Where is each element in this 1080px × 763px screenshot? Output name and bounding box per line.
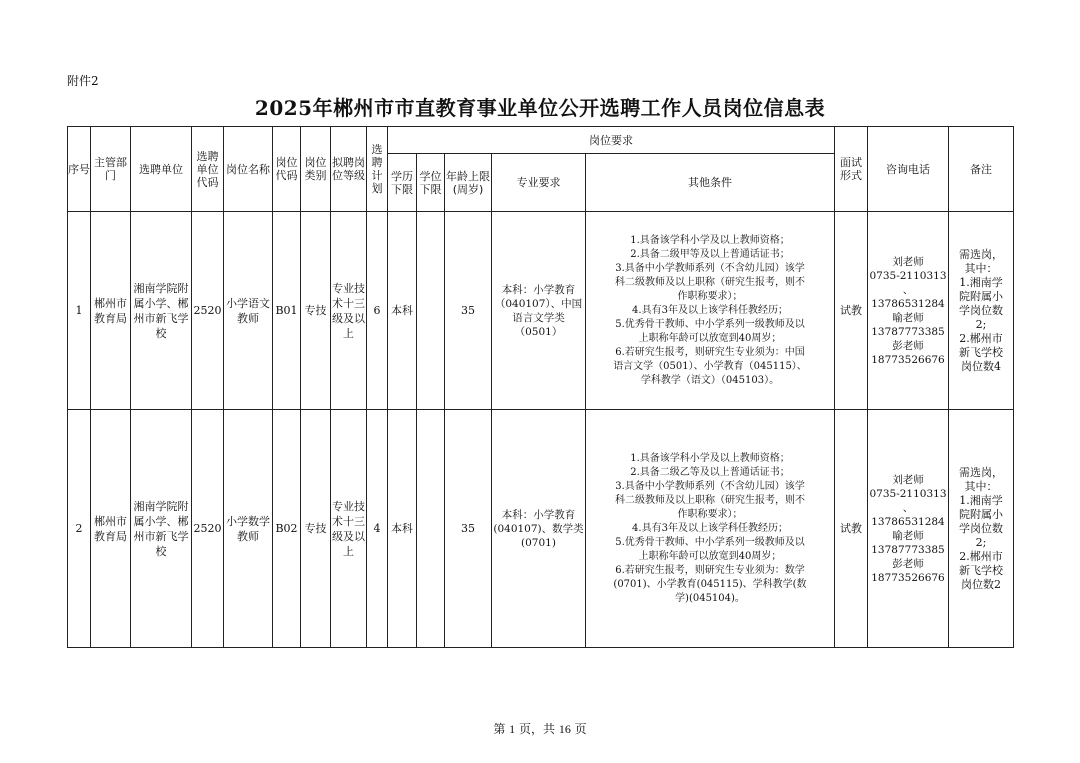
cell-position-type: 专技 — [301, 410, 331, 648]
header-plan: 选聘计划 — [367, 127, 388, 212]
cell-interview: 试教 — [835, 410, 868, 648]
header-other: 其他条件 — [586, 154, 835, 212]
cell-major: 本科：小学教育（040107）、中国语言文学类（0501） — [492, 212, 586, 410]
cell-plan: 4 — [367, 410, 388, 648]
header-unit: 选聘单位 — [131, 127, 192, 212]
cell-level: 专业技术十三级及以上 — [331, 212, 367, 410]
cell-notes: 需选岗， 其中： 1.湘南学 院附属小 学岗位数 2; 2.郴州市 新飞学校 岗位数4 — [949, 212, 1014, 410]
cell-other-conditions: 1.具备该学科小学及以上教师资格； 2.具备二级乙等及以上普通话证书； 3.具备中小学教师系列（不含幼儿园）该学 科二级教师及以上职称（研究生报考，则不 作职称要求）； 4.具有3年及以上该学科任教经历； 5.优秀骨干教师、中小学系列一级教师及以 上职称年龄可以放宽到40周岁； 6.若研究生报考，则研究生专业须为：数学 (0701)、小学教育(045115)、学科教学(数 学)(045104)。 — [586, 410, 835, 648]
header-position-name: 岗位名称 — [224, 127, 273, 212]
header-unit-code: 选聘单位代码 — [192, 127, 224, 212]
cell-seq: 2 — [68, 410, 91, 648]
header-education: 学历下限 — [388, 154, 417, 212]
cell-position-name: 小学语文教师 — [224, 212, 273, 410]
header-seq: 序号 — [68, 127, 91, 212]
cell-position-name: 小学数学教师 — [224, 410, 273, 648]
page-title: 2025年郴州市市直教育事业单位公开选聘工作人员岗位信息表 — [254, 96, 826, 120]
cell-education: 本科 — [388, 410, 417, 648]
cell-notes: 需选岗， 其中： 1.湘南学 院附属小 学岗位数 2; 2.郴州市 新飞学校 岗位数2 — [949, 410, 1014, 648]
cell-degree — [417, 410, 445, 648]
header-age: 年龄上限(周岁) — [445, 154, 492, 212]
table-row — [68, 410, 1014, 648]
header-position-type: 岗位类别 — [301, 127, 331, 212]
attachment-label: 附件2 — [67, 74, 99, 88]
cell-position-type: 专技 — [301, 212, 331, 410]
cell-other-conditions: 1.具备该学科小学及以上教师资格； 2.具备二级甲等及以上普通话证书； 3.具备中小学教师系列（不含幼儿园）该学 科二级教师及以上职称（研究生报考，则不 作职称要求）； 4.具有3年及以上该学科任教经历； 5.优秀骨干教师、中小学系列一级教师及以 上职称年龄可以放宽到40周岁； 6.若研究生报考，则研究生专业须为：中国 语言文学（0501）、小学教育（045115）、 学科教学（语文）（045103）。 — [586, 212, 835, 410]
cell-plan: 6 — [367, 212, 388, 410]
header-level: 拟聘岗位等级 — [331, 127, 367, 212]
cell-unit-code: 2520 — [192, 212, 224, 410]
header-major: 专业要求 — [492, 154, 586, 212]
header-interview: 面试形式 — [835, 127, 868, 212]
table-row — [68, 212, 1014, 410]
header-requirements-group: 岗位要求 — [388, 127, 835, 154]
cell-phone: 刘老师 0735-2110313 、 13786531284 喻老师 13787773385 彭老师 18773526676 — [868, 410, 949, 648]
header-department: 主管部门 — [91, 127, 131, 212]
cell-position-code: B01 — [273, 212, 301, 410]
cell-seq: 1 — [68, 212, 91, 410]
cell-degree — [417, 212, 445, 410]
cell-age: 35 — [445, 212, 492, 410]
header-position-code: 岗位代码 — [273, 127, 301, 212]
cell-interview: 试教 — [835, 212, 868, 410]
header-degree: 学位下限 — [417, 154, 445, 212]
cell-department: 郴州市教育局 — [91, 410, 131, 648]
cell-unit: 湘南学院附属小学、郴州市新飞学校 — [131, 410, 192, 648]
cell-major: 本科：小学教育(040107)、数学类(0701) — [492, 410, 586, 648]
cell-age: 35 — [445, 410, 492, 648]
cell-education: 本科 — [388, 212, 417, 410]
header-notes: 备注 — [949, 127, 1014, 212]
page-number: 第 1 页，共 16 页 — [493, 722, 587, 736]
cell-unit-code: 2520 — [192, 410, 224, 648]
cell-unit: 湘南学院附属小学、郴州市新飞学校 — [131, 212, 192, 410]
cell-position-code: B02 — [273, 410, 301, 648]
cell-department: 郴州市教育局 — [91, 212, 131, 410]
header-phone: 咨询电话 — [868, 127, 949, 212]
cell-phone: 刘老师 0735-2110313 、 13786531284 喻老师 13787773385 彭老师 18773526676 — [868, 212, 949, 410]
position-table — [67, 126, 1014, 648]
cell-level: 专业技术十三级及以上 — [331, 410, 367, 648]
